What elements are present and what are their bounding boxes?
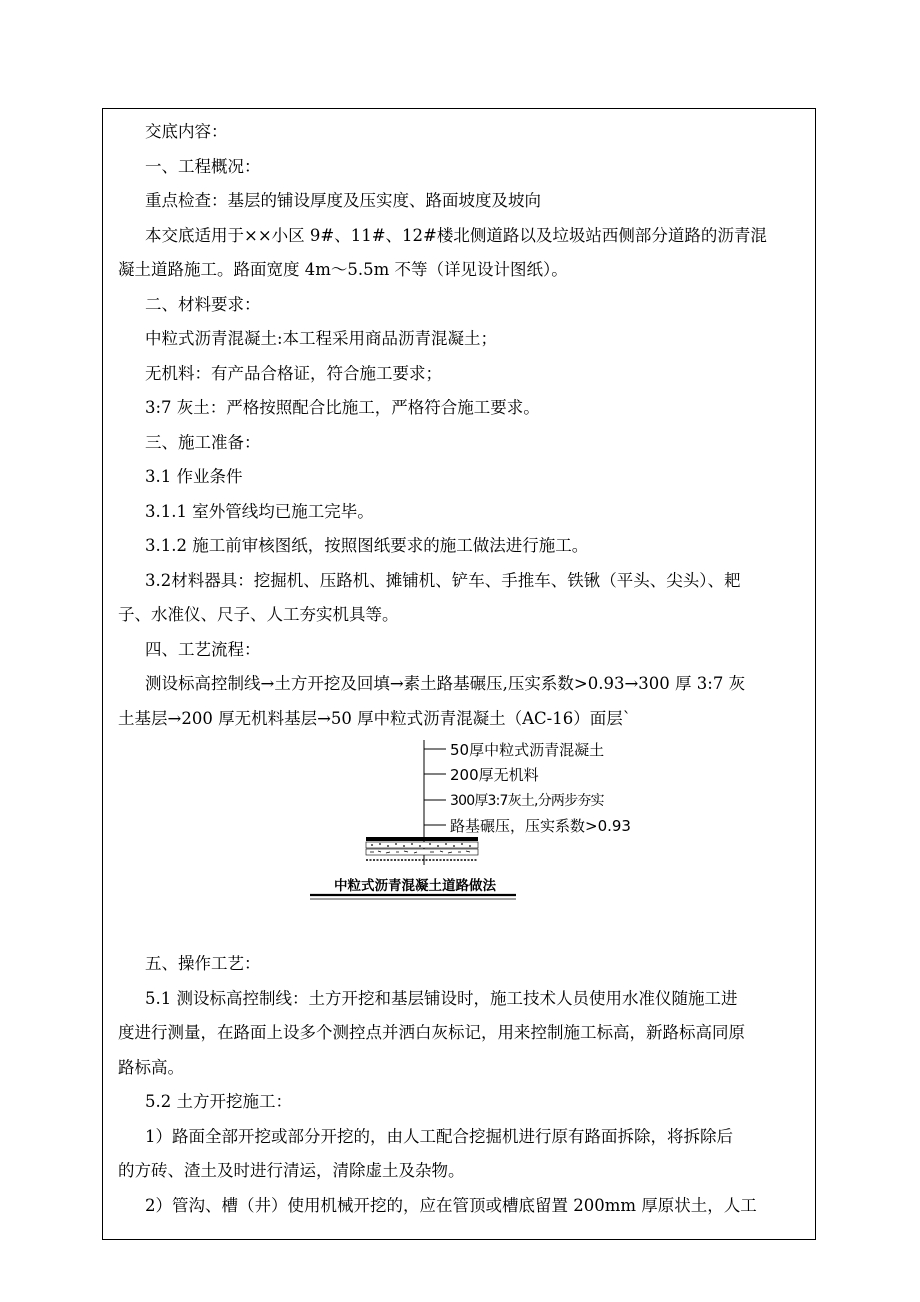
paragraph-line: 路标高。 [118,1058,184,1077]
diagram-label: 路基碾压，压实系数>0.93 [450,817,631,835]
diagram-label: 200厚无机料 [450,766,539,784]
heading-materials: 二、材料要求： [145,295,261,314]
paragraph-line: 中粒式沥青混凝土:本工程采用商品沥青混凝土； [145,329,498,348]
paragraph-line: 2）管沟、槽（井）使用机械开挖的，应在管顶或槽底留置 200mm 厚原状土，人工 [145,1196,757,1215]
paragraph-line: 凝土道路施工。路面宽度 4m～5.5m 不等（详见设计图纸）。 [118,260,568,279]
paragraph-line: 3:7 灰土：严格按照配合比施工，严格符合施工要求。 [145,398,540,417]
paragraph-line: 1）路面全部开挖或部分开挖的，由人工配合挖掘机进行原有路面拆除，将拆除后 [145,1127,733,1146]
paragraph-line: 3.2材料器具：挖掘机、压路机、摊铺机、铲车、手推车、铁锹（平头、尖头）、耙 [145,571,741,590]
paragraph-line: 无机料：有产品合格证，符合施工要求； [145,364,442,383]
paragraph-line: 本交底适用于××小区 9#、11#、12#楼北侧道路以及垃圾站西侧部分道路的沥青混 [145,226,767,245]
diagram-label: 300厚3:7灰土,分两步夯实 [450,793,604,809]
diagram-caption: 中粒式沥青混凝土道路做法 [334,878,496,894]
paragraph-line: 5.2 土方开挖施工： [145,1092,292,1111]
paragraph-line: 3.1.1 室外管线均已施工完毕。 [145,502,374,521]
section-intro: 交底内容： [145,122,228,141]
paragraph-line: 重点检查：基层的铺设厚度及压实度、路面坡度及坡向 [145,191,541,210]
paragraph-line: 3.1 作业条件 [145,467,243,486]
paragraph-line: 土基层→200 厚无机料基层→50 厚中粒式沥青混凝土（AC-16）面层` [118,709,631,728]
heading-process: 四、工艺流程： [145,640,261,659]
paragraph-line: 5.1 测设标高控制线：土方开挖和基层铺设时，施工技术人员使用水准仪随施工进 [145,989,738,1008]
paragraph-line: 子、水准仪、尺子、人工夯实机具等。 [118,605,399,624]
heading-operation: 五、操作工艺： [145,954,261,973]
heading-preparation: 三、施工准备： [145,433,261,452]
diagram-label: 50厚中粒式沥青混凝土 [450,741,605,759]
paragraph-line: 测设标高控制线→土方开挖及回填→素土路基碾压,压实系数>0.93→300 厚 3:7 灰 [145,674,746,693]
paragraph-line: 度进行测量，在路面上设多个测控点并洒白灰标记，用来控制施工标高，新路标高同原 [118,1023,745,1042]
heading-overview: 一、工程概况： [145,157,261,176]
paragraph-line: 的方砖、渣土及时进行清运，清除虚土及杂物。 [118,1161,465,1180]
paragraph-line: 3.1.2 施工前审核图纸，按照图纸要求的施工做法进行施工。 [145,536,589,555]
